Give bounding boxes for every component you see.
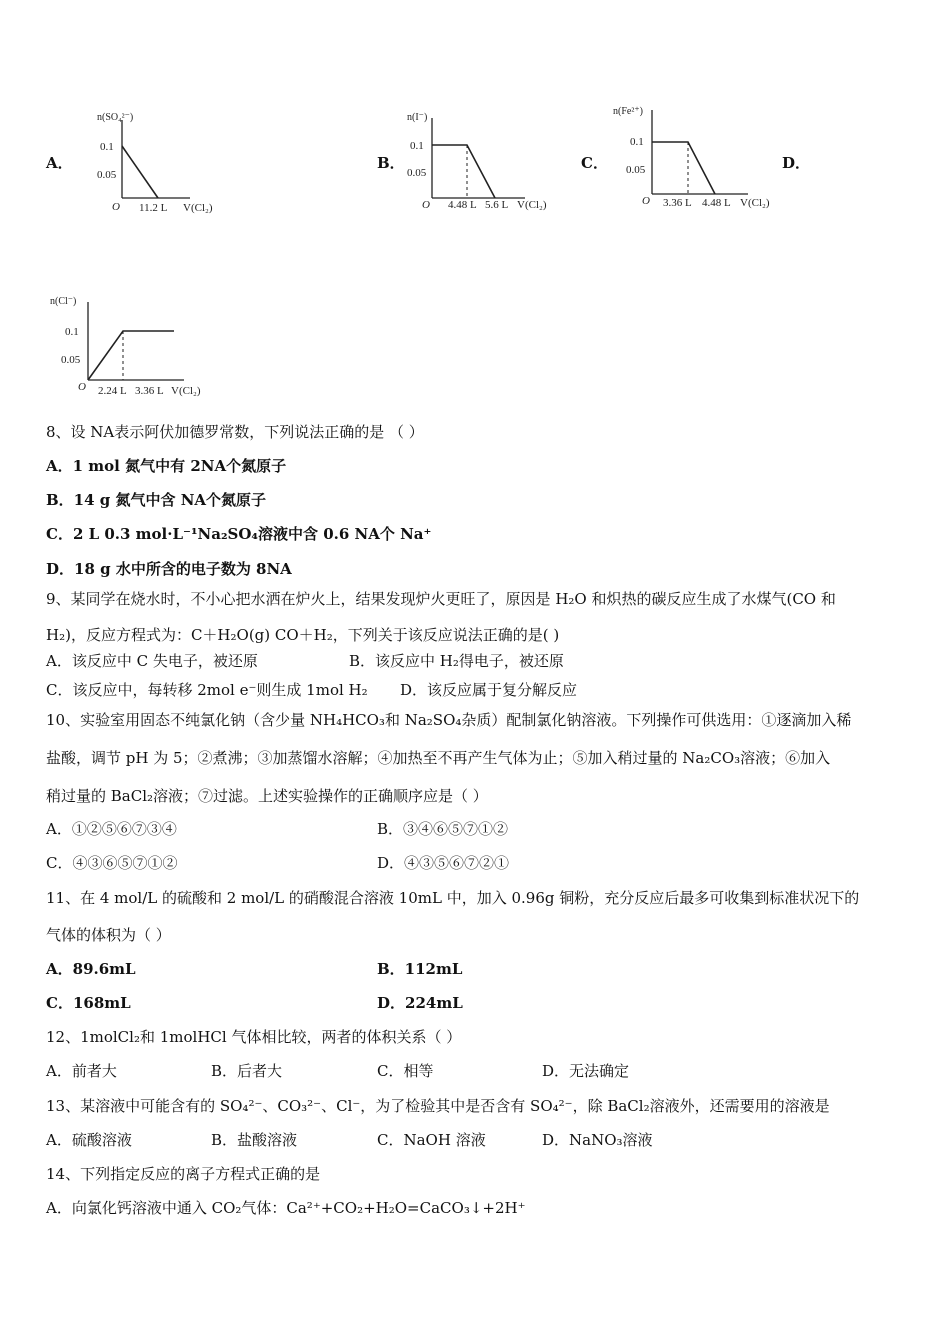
graph-option-b-label: B． [377,154,405,172]
graph-d-origin: O [78,381,86,393]
q13-option-c: C．NaOH 溶液 [377,1131,486,1149]
q13-option-b: B．盐酸溶液 [211,1131,298,1149]
q9-option-d: D．该反应属于复分解反应 [400,681,578,699]
graph-a-origin: O [112,201,120,213]
graph-b-x2: 5.6 L [485,199,509,211]
graph-a-ylabel: n(SO₄²⁻) [97,112,134,123]
graph-d-ylabel: n(Cl⁻) [50,296,77,307]
graph-a [95,108,235,218]
q10-option-c: C．④③⑥⑤⑦①② [46,854,178,872]
q11-stem-line2: 气体的体积为（ ） [46,926,171,944]
graph-b [405,108,555,218]
q10-stem-line2: 盐酸，调节 pH 为 5；②煮沸；③加蒸馏水溶解；④加热至不再产生气体为止；⑤加入稍过量的 Na₂CO₃溶液；⑥加入 [46,749,831,767]
graph-b-ylabel: n(I⁻) [407,112,428,123]
q11-option-b: B．112mL [377,960,463,978]
q13-option-d: D．NaNO₃溶液 [542,1131,653,1149]
q10-option-d: D．④③⑤⑥⑦②① [377,854,510,872]
q9-option-a: A．该反应中 C 失电子，被还原 [46,652,258,670]
graph-c-ylabel: n(Fe²⁺) [613,106,643,117]
graph-d-x1: 2.24 L [98,385,127,397]
q14-option-a: A．向氯化钙溶液中通入 CO₂气体：Ca²⁺+CO₂+H₂O=CaCO₃↓+2H⁺ [46,1199,526,1217]
graph-a-y1: 0.1 [100,141,114,153]
q10-stem-line3: 稍过量的 BaCl₂溶液；⑦过滤。上述实验操作的正确顺序应是（ ） [46,787,488,805]
q14-stem: 14、下列指定反应的离子方程式正确的是 [46,1165,321,1183]
graph-c-origin: O [642,195,650,207]
q13-stem: 13、某溶液中可能含有的 SO₄²⁻、CO₃²⁻、Cl⁻，为了检验其中是否含有 SO₄²⁻，除 BaCl₂溶液外，还需要用的溶液是 [46,1097,830,1115]
q10-option-b: B．③④⑥⑤⑦①② [377,820,509,838]
q8-option-d: D．18 g 水中所含的电子数为 8NA [46,560,292,578]
q10-stem-line1: 10、实验室用固态不纯氯化钠（含少量 NH₄HCO₃和 Na₂SO₄杂质）配制氯化钠溶液。下列操作可供选用：①逐滴加入稀 [46,711,852,729]
q9-option-c: C．该反应中，每转移 2mol e⁻则生成 1mol H₂ [46,681,368,699]
graph-option-d-label: D． [782,154,811,172]
graph-d-y1: 0.1 [65,326,79,338]
graph-a-x1: 11.2 L [139,202,168,214]
graph-option-c-label: C． [581,154,608,172]
q8-stem: 8、设 NA表示阿伏加德罗常数，下列说法正确的是 （ ） [46,423,424,441]
q13-option-a: A．硫酸溶液 [46,1131,132,1149]
q10-option-a: A．①②⑤⑥⑦③④ [46,820,177,838]
graph-c-y2: 0.05 [626,164,646,176]
q11-option-d: D．224mL [377,994,463,1012]
graph-a-xlabel: V(Cl₂) [183,202,213,214]
q12-option-d: D．无法确定 [542,1062,630,1080]
q12-option-b: B．后者大 [211,1062,283,1080]
graph-c-x2: 4.48 L [702,197,731,209]
q9-stem-line2: H₂)，反应方程式为：C＋H₂O(g) CO＋H₂，下列关于该反应说法正确的是( ) [46,626,560,644]
q8-option-a: A．1 mol 氮气中有 2NA个氮原子 [46,457,287,475]
q8-option-c: C．2 L 0.3 mol·L⁻¹Na₂SO₄溶液中含 0.6 NA个 Na⁺ [46,525,432,543]
q12-stem: 12、1molCl₂和 1molHCl 气体相比较，两者的体积关系（ ） [46,1028,462,1046]
graph-d-y2: 0.05 [61,354,81,366]
q11-option-c: C．168mL [46,994,131,1012]
graph-b-x1: 4.48 L [448,199,477,211]
graph-d-xlabel: V(Cl₂) [171,385,201,397]
graph-c-xlabel: V(Cl₂) [740,197,770,209]
graph-b-origin: O [422,199,430,211]
graph-c-y1: 0.1 [630,136,644,148]
q12-option-a: A．前者大 [46,1062,117,1080]
graph-a-y2: 0.05 [97,169,117,181]
graph-option-a-label: A． [46,154,73,172]
graph-c-x1: 3.36 L [663,197,692,209]
q8-option-b: B．14 g 氮气中含 NA个氮原子 [46,491,267,509]
graph-b-xlabel: V(Cl₂) [517,199,547,211]
graph-d [46,292,226,404]
graph-d-x2: 3.36 L [135,385,164,397]
q12-option-c: C．相等 [377,1062,434,1080]
q11-stem-line1: 11、在 4 mol/L 的硫酸和 2 mol/L 的硝酸混合溶液 10mL 中，加入 0.96g 铜粉，充分反应后最多可收集到标准状况下的 [46,889,860,907]
graph-b-y1: 0.1 [410,140,424,152]
graph-b-y2: 0.05 [407,167,427,179]
q11-option-a: A．89.6mL [46,960,136,978]
q9-option-b: B．该反应中 H₂得电子，被还原 [349,652,564,670]
graph-c [610,102,790,214]
q9-stem-line1: 9、某同学在烧水时，不小心把水洒在炉火上，结果发现炉火更旺了，原因是 H₂O 和炽热的碳反应生成了水煤气(CO 和 [46,590,836,608]
